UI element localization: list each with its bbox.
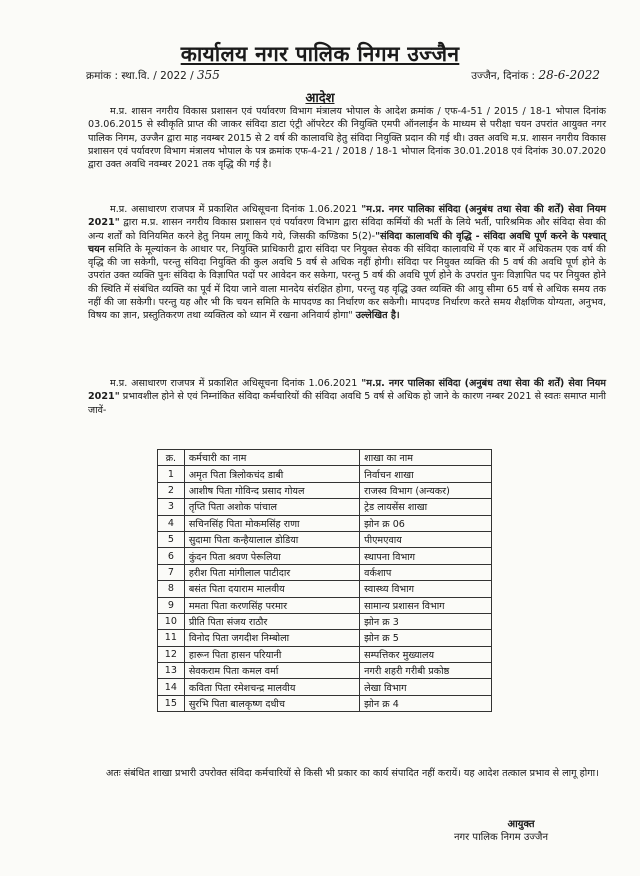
branch-cell: ट्रेड लायसेंस शाखा: [360, 499, 492, 515]
date-handwritten: 28-6-2022: [538, 68, 600, 82]
branch-cell: झोन क्र 3: [360, 613, 492, 629]
rule-title: "म.प्र. नगर पालिका संविदा (अनुबंध तथा सेवा की शर्तें) सेवा नियम 2021": [88, 204, 606, 229]
name-cell: तृप्ति पिता अशोक पांचाल: [184, 499, 359, 515]
table-header-row: [158, 450, 492, 466]
branch-cell: निर्वाचन शाखा: [360, 466, 492, 482]
branch-cell: झोन क्र 06: [360, 515, 492, 531]
paragraph-2: [88, 203, 606, 323]
serial-cell: 4: [158, 515, 185, 531]
branch-cell: स्थापना विभाग: [360, 548, 492, 564]
name-cell: हारून पिता हासन परियानी: [184, 646, 359, 662]
serial-cell: 12: [158, 646, 185, 662]
table-row: [158, 597, 492, 613]
serial-cell: 5: [158, 531, 185, 547]
table-row: [158, 679, 492, 695]
order-heading: आदेश: [305, 91, 335, 106]
name-cell: प्रीति पिता संजय राठौर: [184, 613, 359, 629]
signature-block: [426, 818, 576, 844]
branch-cell: झोन क्र 5: [360, 630, 492, 646]
serial-cell: 11: [158, 630, 185, 646]
col-employee-name: कर्मचारी का नाम: [184, 450, 359, 466]
office-title: कार्यालय नगर पालिक निगम उज्जैन: [180, 42, 460, 66]
table-row: [158, 630, 492, 646]
table-row: [158, 482, 492, 498]
col-serial: क्र.: [158, 450, 185, 466]
place-date-label: उज्जैन, दिनांक :: [471, 70, 536, 82]
clause-heading: "संविदा कालावधि की वृद्धि - संविदा अवधि पूर्ण करने के पश्चात् चयन: [88, 230, 606, 255]
branch-cell: नगरी शहरी गरीबी प्रकोष्ठ: [360, 663, 492, 679]
name-cell: सुरभि पिता बालकृष्ण दधीच: [184, 695, 359, 711]
branch-cell: वर्कशाप: [360, 564, 492, 580]
clause-text: समिति के मूल्यांकन के आधार पर, नियुक्ति प्राधिकारी द्वारा संविदा पर नियुक्त सेवक की संविदा कालावधि में एक बार में अधिकतम एक वर्ष की वृद्धि की जा सकेगी, परन्तु संविदा नियुक्ति की कुल अवधि 5 वर्ष से अधिक नहीं होगी। संविदा पर नियुक्त व्यक्ति की 5 वर्ष की अवधि पूर्ण होने के उपरांत उक्त व्यक्ति पुनः संविदा के विज्ञापित पदों पर आवेदन कर सकेगा, परन्तु 5 वर्ष की अवधि पूर्ण होने के उपरांत पुनः विज्ञापित पद पर नियुक्त होने की स्थिति में संबंधित व्यक्ति का पूर्व में दिया जाने वाला मानदेय संरक्षित होगा, परन्तु यह वृद्धि उक्त व्यक्ति की आयु सीमा 65 वर्ष से अधिक समय तक नहीं की जा सकेगी। परन्तु यह और भी कि चयन समिति के मापदण्ड का निर्धारण कर सकेगी। मापदण्ड निर्धारण करते समय शैक्षणिक योग्यता, अनुभव, विषय का ज्ञान, प्रस्तुतिकरण तथा व्यक्तित्व को ध्यान में रखना अनिवार्य होगा": [88, 243, 606, 322]
col-branch-name: शाखा का नाम: [360, 450, 492, 466]
serial-cell: 13: [158, 663, 185, 679]
name-cell: ममता पिता करणसिंह परमार: [184, 597, 359, 613]
branch-cell: सम्पत्तिकर मुख्यालय: [360, 646, 492, 662]
branch-cell: पीएमएवाय: [360, 531, 492, 547]
branch-cell: सामान्य प्रशासन विभाग: [360, 597, 492, 613]
serial-cell: 6: [158, 548, 185, 564]
name-cell: सेवकराम पिता कमल वर्मा: [184, 663, 359, 679]
signatory-office: नगर पालिक निगम उज्जैन: [453, 832, 549, 843]
paragraph-2-body: द्वारा म.प्र. शासन नगरीय विकास प्रशासन एवं पर्यावरण विभाग द्वारा संविदा कर्मियों की भर्ती के लिये भर्ती, पारिश्रमिक और संविदा सेवा की अन्य शर्तों को विनियमित करने हेतु नियम लागू किये गये, जिसकी कण्डिका 5(2)-: [88, 217, 606, 242]
name-cell: हरीश पिता मांगीलाल पाटीदार: [184, 564, 359, 580]
paragraph-4-text: अतः संबंधित शाखा प्रभारी उपरोक्त संविदा कर्मचारियों से किसी भी प्रकार का कार्य संपादित नहीं करायें। यह आदेश तत्काल प्रभाव से लागू होगा।: [106, 768, 599, 779]
reference-number: [86, 68, 220, 83]
rule-title-2: "म.प्र. नगर पालिका संविदा (अनुबंध तथा सेवा की शर्तें) सेवा नियम 2021": [88, 378, 606, 403]
serial-cell: 7: [158, 564, 185, 580]
table-row: [158, 548, 492, 564]
paragraph-4: [84, 767, 606, 780]
paragraph-3-intro: म.प्र. असाधारण राजपत्र में प्रकाशित अधिसूचना दिनांक 1.06.2021: [110, 378, 358, 389]
name-cell: कविता पिता रमेशचन्द्र मालवीय: [184, 679, 359, 695]
name-cell: विनोद पिता जगदीश निम्बोला: [184, 630, 359, 646]
serial-cell: 9: [158, 597, 185, 613]
table-row: [158, 466, 492, 482]
paragraph-2-intro: म.प्र. असाधारण राजपत्र में प्रकाशित अधिसूचना दिनांक 1.06.2021: [110, 204, 358, 215]
reference-number-handwritten: 355: [197, 68, 220, 82]
table-row: [158, 581, 492, 597]
table-row: [158, 564, 492, 580]
branch-cell: स्वास्थ्य विभाग: [360, 581, 492, 597]
name-cell: कुंदन पिता श्रवण पेरूलिया: [184, 548, 359, 564]
employee-table: [157, 449, 492, 712]
reference-line: [86, 68, 600, 82]
table-row: [158, 663, 492, 679]
table-row: [158, 613, 492, 629]
serial-cell: 2: [158, 482, 185, 498]
paragraph-2-end: उल्लेखित है।: [355, 310, 400, 322]
table-row: [158, 515, 492, 531]
serial-cell: 3: [158, 499, 185, 515]
serial-cell: 15: [158, 695, 185, 711]
serial-cell: 14: [158, 679, 185, 695]
name-cell: बसंत पिता दयाराम मालवीय: [184, 581, 359, 597]
name-cell: आशीष पिता गोविन्द प्रसाद गोयल: [184, 482, 359, 498]
branch-cell: झोन क्र 4: [360, 695, 492, 711]
table-row: [158, 695, 492, 711]
paragraph-1: [88, 105, 606, 171]
place-date: [471, 68, 600, 83]
reference-label: क्रमांक : स्था.वि. / 2022 /: [86, 70, 194, 82]
paragraph-3-body: प्रभावशील होने से एवं निम्नांकित संविदा कर्मचारियों की संविदा अवधि 5 वर्ष से अधिक हो जाने के कारण नम्बर 2021 से स्वतः समाप्त मानी जावें-: [88, 391, 606, 416]
signatory-designation: आयुक्त: [507, 819, 535, 830]
table-row: [158, 499, 492, 515]
name-cell: सचिनसिंह पिता मोकमसिंह राणा: [184, 515, 359, 531]
serial-cell: 10: [158, 613, 185, 629]
paragraph-1-text: म.प्र. शासन नगरीय विकास प्रशासन एवं पर्यावरण विभाग मंत्रालय भोपाल के आदेश क्रमांक / एफ-4-51 / 2015 / 18-1 भोपाल दिनांक 03.06.2015 से स्वीकृति प्राप्त की जाकर संविदा डाटा एंट्री ऑपरेटर की नियुक्ति एमपी ऑनलाईन के माध्यम से परीक्षा चयन उपरांत आयुक्त नगर पालिक निगम, उज्जैन द्वारा माह नवम्बर 2015 से 2 वर्ष की कालावधि हेतु संविदा नियुक्ति प्रदान की गई थी। उक्त अवधि म.प्र. शासन नगरीय विकास प्रशासन एवं पर्यावरण विभाग मंत्रालय भोपाल के पत्र क्रमांक एफ-4-21 / 2018 / 18-1 भोपाल दिनांक 30.01.2018 एवं दिनांक 30.07.2020 द्वारा उक्त अवधि नवम्बर 2021 तक वृद्धि की गई है।: [88, 106, 606, 171]
table-row: [158, 531, 492, 547]
name-cell: अमृत पिता त्रिलोकचंद डाबी: [184, 466, 359, 482]
serial-cell: 1: [158, 466, 185, 482]
branch-cell: लेखा विभाग: [360, 679, 492, 695]
name-cell: सुदामा पिता कन्हैयालाल डोडिया: [184, 531, 359, 547]
serial-cell: 8: [158, 581, 185, 597]
table-row: [158, 646, 492, 662]
paragraph-3: [88, 377, 606, 417]
branch-cell: राजस्व विभाग (अन्यकर): [360, 482, 492, 498]
